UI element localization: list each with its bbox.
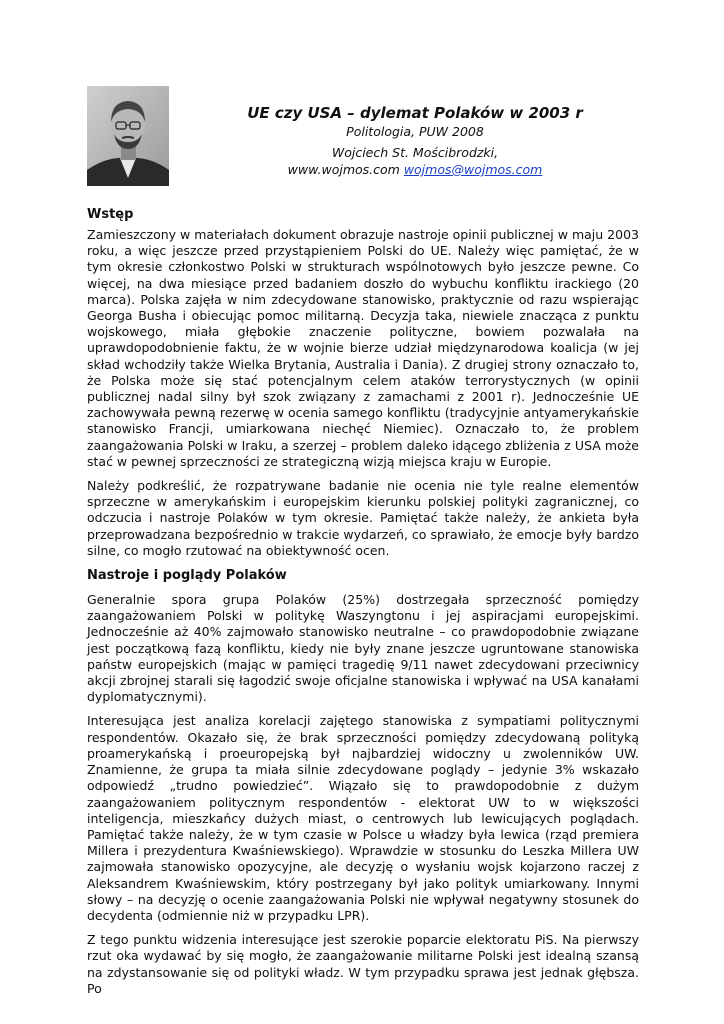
paragraph: Z tego punktu widzenia interesujące jest szerokie poparcie elektoratu PiS. Na pierwszy rzut oka wydawać by się mogło, że zaangażowanie militarne Polski jest idealną szansą na zdystansowanie się od polityki władz. W tym przypadku sprawa jest jednak głębsza. Po <box>87 932 639 996</box>
article-author: Wojciech St. Mościbrodzki, <box>331 145 499 160</box>
paragraph: Zamieszczony w materiałach dokument obrazuje nastroje opinii publicznej w maju 2003 roku, a więc jeszcze przed przystąpieniem Polski do UE. Należy więc pamiętać, że w tym okresie członkostwo Polski w strukturach wspólnotowych było jeszcze pewne. Co więcej, na dwa miesiące przed badaniem doszło do wybuchu konfliktu irackiego (20 marca). Polska zajęła w nim zdecydowane stanowisko, praktycznie od razu wspierając Georga Busha i obiecując pomoc militarną. Decyzja taka, niewiele znacząca z punktu wojskowego, miała głębokie znaczenie polityczne, bowiem pozwalała na uprawdopodobnienie faktu, że w wojnie bierze udział międzynarodowa koalicja (w jej skład wchodziły także Wielka Brytania, Australia i Dania). Z drugiej strony oznaczało to, że Polska może się stać potencjalnym celem ataków terrorystycznych (w opinii publicznej nadal silny był szok związany z zamachami z 2001 r). Jednocześnie UE zachowywała pewną rezerwę w ocenia samego konfliktu (tradycyjnie antyamerykańskie stanowisko Francji, umiarkowana niechęć Niemiec). Oznaczało to, że problem zaangażowania Polski w Iraku, a szerzej – problem daleko idącego zbliżenia z USA może stać w pewnej sprzeczności ze strategiczną wizją miejsca kraju w Europie. <box>87 227 639 469</box>
article-header <box>180 104 650 178</box>
section-heading-moods: Nastroje i poglądy Polaków <box>87 568 287 584</box>
paragraph: Interesująca jest analiza korelacji zajętego stanowiska z sympatiami politycznymi respondentów. Okazało się, że brak sprzeczności pomiędzy zdecydowaną polityką proamerykańską i proeuropejską był najbardziej widoczny u zwolenników UW. Znamienne, że grupa ta miała silnie zdecydowane poglądy – jedynie 3% wskazało odpowiedź „trudno powiedzieć”. Wiązało się to prawdopodobnie z dużym zaangażowaniem politycznym respondentów - elektorat UW to w większości inteligencja, mieszkańcy dużych miast, o centrowych lub lewicujących poglądach. Pamiętać także należy, że w tym czasie w Polsce u władzy była lewica (rząd premiera Millera i prezydentura Kwaśniewskiego). Wprawdzie w stosunku do Leszka Millera UW zajmowała stanowisko opozycyjne, ale decyzję o wysłaniu wojsk kojarzono raczej z Aleksandrem Kwaśniewskim, który postrzegany był jako polityk umiarkowany. Innymi słowy – na decyzję o ocenie zaangażowania Polski nie wpływał negatywny stosunek do decydenta (odmiennie niż w przypadku LPR). <box>87 713 639 923</box>
article-source: Politologia, PUW 2008 <box>346 124 484 139</box>
author-email-link[interactable]: wojmos@wojmos.com <box>403 162 543 177</box>
article-body <box>87 206 639 1005</box>
author-website[interactable]: www.wojmos.com <box>287 162 400 177</box>
paragraph: Generalnie spora grupa Polaków (25%) dostrzegała sprzeczność pomiędzy zaangażowaniem Polski w politykę Waszyngtonu i jej aspiracjami europejskimi. Jednocześnie aż 40% zajmowało stanowisko neutralne – co prawdopodobnie związane jest początkową fazą konfliktu, kiedy nie były znane jeszcze ugruntowane stanowiska państw europejskich (mając w pamięci tragedię 9/11 nawet zdecydowani przeciwnicy akcji zbrojnej starali się łagodzić swoje oficjalne stanowiska i wpływać na USA kanałami dyplomatycznymi). <box>87 592 639 705</box>
paragraph: Należy podkreślić, że rozpatrywane badanie nie ocenia nie tyle realne elementów sprzeczne w amerykańskim i europejskim kierunku polskiej polityki zagranicznej, co odczucia i nastroje Polaków w tym okresie. Pamiętać także należy, że ankieta była przeprowadzana bezpośrednio w trakcie wydarzeń, co sprawiało, że emocje były bardzo silne, co mogło rzutować na obiektywność ocen. <box>87 478 639 558</box>
author-contact <box>180 161 650 178</box>
author-portrait-image <box>87 86 169 186</box>
section-heading-intro: Wstęp <box>87 207 134 222</box>
author-photo <box>87 86 169 186</box>
article-title: UE czy USA – dylemat Polaków w 2003 r <box>247 104 583 122</box>
